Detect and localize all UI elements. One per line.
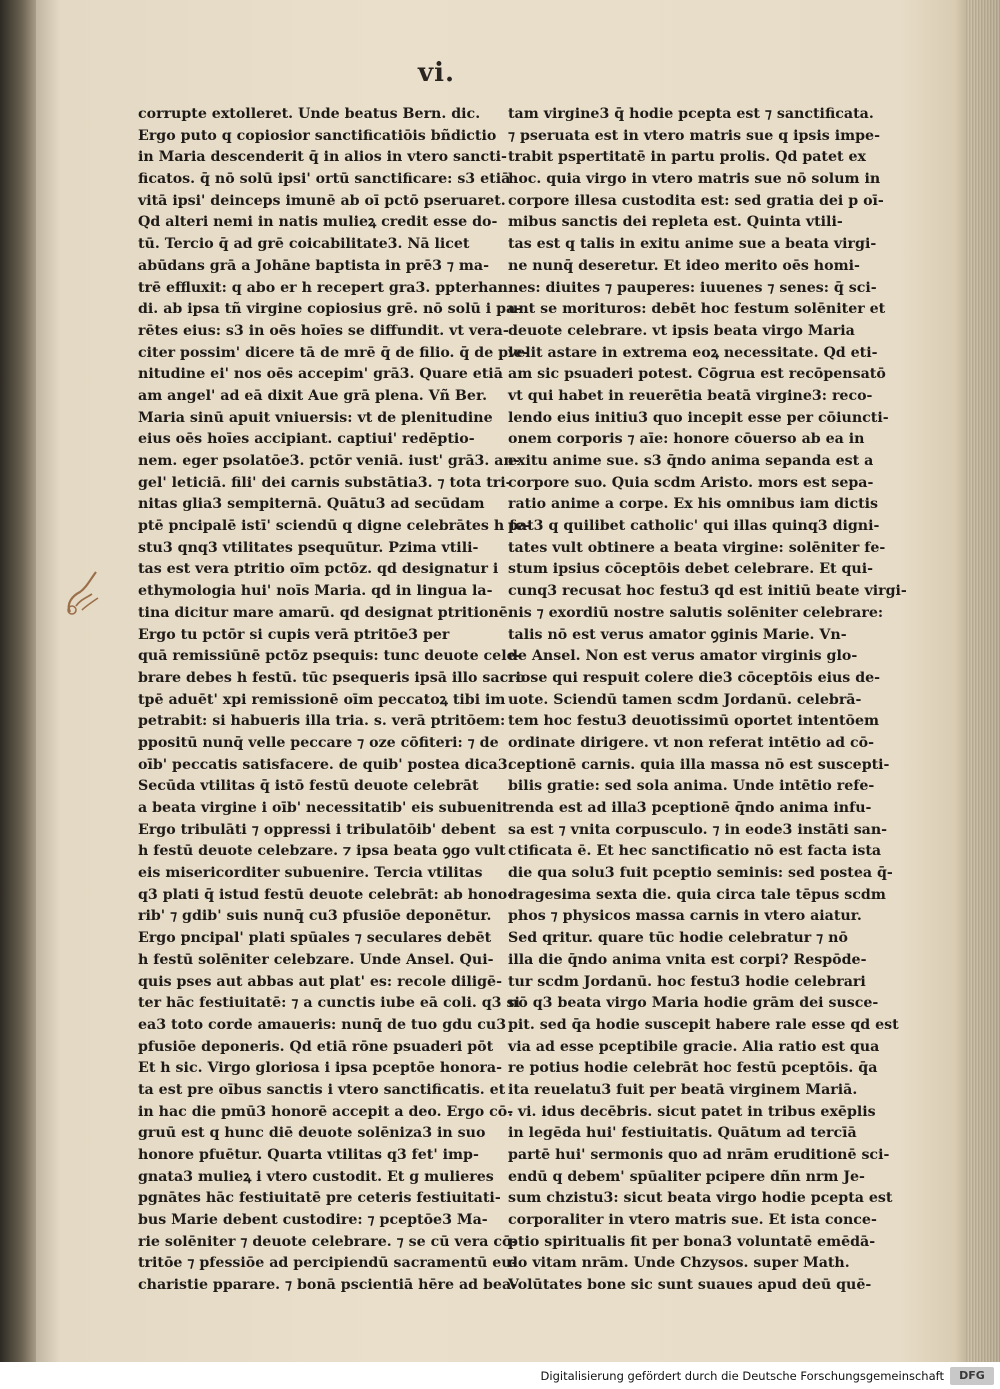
text-line: uote. Sciendū tamen scdm Jordanū. celebrā- xyxy=(508,691,862,708)
text-line: q3 plati q̄ istud festū deuote celebrāt: ab hono- xyxy=(138,886,514,903)
text-line: phos ⁊ physicos massa carnis in vtero aiatur. xyxy=(508,908,862,925)
text-line: illa die q̄ndo anima vnita est corpi? Respōde- xyxy=(508,951,867,968)
text-line: ita reuelatu3 fuit per beatā virginem Mariā. xyxy=(508,1081,858,1098)
text-line: Ergo pncipal' plati spūales ⁊ seculares debēt xyxy=(138,930,492,947)
facing-page-edge xyxy=(0,0,36,1362)
text-line: honore pfuētur. Quarta vtilitas q3 fet' imp- xyxy=(138,1147,479,1163)
text-line: Sed qritur. quare tūc hodie celebratur ⁊ nō xyxy=(508,930,848,947)
text-line: tū. Tercio q̄ ad grē coicabilitate3. Nā licet xyxy=(138,236,470,253)
text-line: Ergo puto q copiosior sanctificatiōis bñdictio xyxy=(138,127,497,144)
text-line: Volūtates bone sic sunt suaues apud deū quē- xyxy=(508,1277,872,1294)
text-line: oīb' peccatis satisfacere. de quib' postea dica3. xyxy=(138,756,513,773)
digitization-footer xyxy=(0,1362,1000,1389)
text-line: tam virgine3 q̄ hodie pcepta est ⁊ sanctificata. xyxy=(508,106,874,122)
text-line: Qd alteri nemi in natis mulieꝝ credit esse do- xyxy=(138,214,498,231)
text-line: ne nunq̄ deseretur. Et ideo merito oēs homi- xyxy=(508,257,860,274)
text-line: exitu anime sue. s3 q̄ndo anima sepanda est a xyxy=(508,453,874,469)
text-line: rib' ⁊ gdib' suis nunq̄ cu3 pfusiōe deponētur. xyxy=(138,908,492,925)
text-line: lendo eius initiu3 quo incepit esse per cōiuncti- xyxy=(508,409,889,426)
text-line: trabit pspertitatē in partu prolis. Qd patet ex xyxy=(508,149,866,166)
text-line: gel' leticiā. fili' dei carnis substātia3. ⁊ tota tri- xyxy=(138,474,512,491)
text-line: tas est q talis in exitu anime sue a beata virgi- xyxy=(508,236,877,253)
text-line: pgnātes hāc festiuitatē pre ceteris festiuitati- xyxy=(138,1190,501,1207)
text-line: Secūda vtilitas q̄ istō festū deuote celebrāt xyxy=(138,778,479,795)
text-line: endū q debem' spūaliter pcipere dñn nrm Je- xyxy=(508,1168,865,1185)
text-line: sa est ⁊ vnita corpusculo. ⁊ in eode3 instāti san- xyxy=(508,821,888,838)
text-line: riose qui respuit colere die3 cōceptōis eius de- xyxy=(508,669,881,686)
page-edge-stack xyxy=(966,0,1000,1362)
text-line: die qua solu3 fuit pceptio seminis: sed postea q̄- xyxy=(508,865,893,882)
text-line: sum chzistu3: sicut beata virgo hodie pcepta est xyxy=(508,1190,893,1207)
right-text-column xyxy=(508,104,907,1297)
text-line: ⁊ pseruata est in vtero matris sue q ipsis impe- xyxy=(508,127,880,144)
text-line: pit. sed q̄a hodie suscepit habere rale esse qd est xyxy=(508,1016,899,1033)
text-line: tina dicitur mare amarū. qd designat ptritionē. xyxy=(138,604,513,621)
text-line: corrupte extolleret. Unde beatus Bern. dic. xyxy=(138,106,481,122)
text-line: tem hoc festu3 deuotissimū oportet intentōem xyxy=(508,713,880,730)
text-line: gnata3 mulieꝝ i vtero custodit. Et g mulieres xyxy=(138,1168,494,1185)
dfg-logo-icon: DFG xyxy=(950,1367,994,1385)
text-line: unt se morituros: debēt hoc festum solēniter et xyxy=(508,301,886,318)
text-line: rētes eius: s3 in oēs hoīes se diffundit. vt vera- xyxy=(138,322,509,339)
text-line: Ergo tu pctōr si cupis verā ptritōe3 per xyxy=(138,626,450,643)
text-line: Ergo tribulāti ⁊ oppressi i tribulatōib' debent xyxy=(138,821,496,838)
text-line: ratio anime a corpe. Ex his omnibus iam dictis xyxy=(508,496,879,513)
text-line: nitudine ei' nos oēs accepim' grā3. Quare etiā xyxy=(138,366,503,383)
text-line: pfusiōe deponeris. Qd etiā rōne psuaderi pōt xyxy=(138,1038,494,1055)
text-line: via ad esse pceptibile gracie. Alia ratio est qua xyxy=(508,1038,880,1055)
text-line: in legēda hui' festiuitatis. Quātum ad tercīā xyxy=(508,1125,857,1142)
text-line: eius oēs hoīes accipiant. captiui' redēptio- xyxy=(138,431,475,448)
text-line: brare debes h festū. tūc psequeris ipsā illo sacro xyxy=(138,669,526,686)
text-line: h festū solēniter celebzare. Unde Ansel. Qui- xyxy=(138,951,494,968)
text-line: stu3 qnq3 vtilitates psequūtur. Pzima vtili- xyxy=(138,539,479,556)
text-line: talis nō est verus amator ꝯginis Marie. Vn- xyxy=(508,626,847,643)
text-line: in Maria descenderit q̄ in alios in vtero sancti- xyxy=(138,149,507,166)
text-line: ficatos. q̄ nō solū ipsi' ortū sanctificare: s3 etiā xyxy=(138,171,511,188)
text-line: Et h sic. Virgo gloriosa i ipsa pceptōe honora- xyxy=(138,1060,502,1077)
text-line: ppositū nunq̄ velle peccare ⁊ oze cōfiteri: ⁊ de xyxy=(138,734,499,751)
text-line: gruū est q hunc diē deuote solēniza3 in suo xyxy=(138,1125,486,1142)
left-text-column xyxy=(138,104,531,1297)
text-line: in hac die pmū3 honorē accepit a deo. Ergo cō- xyxy=(138,1103,514,1120)
text-line: renda est ad illa3 pceptionē q̄ndo anima infu- xyxy=(508,800,872,816)
text-line: nem. eger psolatōe3. pctōr veniā. iust' grā3. an- xyxy=(138,453,520,469)
text-line: tur scdm Jordanū. hoc festu3 hodie celebrari xyxy=(508,973,866,990)
text-line: onem corporis ⁊ aīe: honore cōuerso ab ea in xyxy=(508,431,865,448)
text-line: partē hui' sermonis quo ad nrām eruditionē sci- xyxy=(508,1147,890,1163)
text-line: pat3 q quilibet catholic' qui illas quinq3 digni- xyxy=(508,518,880,535)
text-line: a beata virgine i oīb' necessitatib' eis subuenit xyxy=(138,800,509,816)
footer-credit: Digitalisierung gefördert durch die Deutsche Forschungsgemeinschaft xyxy=(540,1369,944,1383)
text-line: tpē aduēt' xpi remissionē oīm peccatoꝝ tibi im xyxy=(138,691,506,708)
text-line: corpore illesa custodita est: sed gratia dei p oī- xyxy=(508,192,884,209)
text-line: corporaliter in vtero matris sue. Et ista conce- xyxy=(508,1212,877,1229)
text-line: abūdans grā a Johāne baptista in prē3 ⁊ ma- xyxy=(138,257,490,274)
text-line: cunq3 recusat hoc festu3 qd est initiū beate virgi- xyxy=(508,583,907,600)
text-line: ptē pncipalē istī' sciendū q digne celebrātes h fe- xyxy=(138,518,531,535)
text-line: petrabit: si habueris illa tria. s. verā ptritōem: xyxy=(138,713,506,730)
text-line: deuote celebrare. vt ipsis beata virgo Maria xyxy=(508,322,855,339)
text-line: ceptionē carnis. quia illa massa nō est suscepti- xyxy=(508,756,890,773)
text-line: do vitam nrām. Unde Chzysos. super Math. xyxy=(508,1255,850,1272)
text-line: ordinate dirigere. vt non referat intētio ad cō- xyxy=(508,734,875,751)
text-line: ea3 toto corde amaueris: nunq̄ de tuo gdu cu3 xyxy=(138,1016,507,1033)
text-line: vitā ipsi' deinceps imunē ab oī pctō pseruaret. xyxy=(138,192,506,209)
text-line: vt qui habet in reuerētia beatā virgine3: reco- xyxy=(508,387,873,404)
manicule-mark-icon xyxy=(62,566,106,620)
text-line: tas est vera ptritio oīm pctōz. qd designatur i xyxy=(138,561,499,578)
text-line: tritōe ⁊ pfessiōe ad percipiendū sacramentū eu- xyxy=(138,1255,518,1272)
text-line: hoc. quia virgo in vtero matris sue nō solum in xyxy=(508,171,881,188)
text-line: nitas glia3 sempiternā. Quātu3 ad secūdam xyxy=(138,496,485,513)
text-line: bilis gratie: sed sola anima. Unde intētio refe- xyxy=(508,778,875,795)
text-line: mibus sanctis dei repleta est. Quinta vtili- xyxy=(508,214,843,231)
text-line: . vi. idus decēbris. sicut patet in tribus exēplis xyxy=(508,1103,876,1120)
text-line: nis ⁊ exordiū nostre salutis solēniter celebrare: xyxy=(508,604,884,621)
text-line: eis misericorditer subuenire. Tercia vtilitas xyxy=(138,865,483,882)
text-line: ta est pre oībus sanctis i vtero sanctificatis. et xyxy=(138,1081,506,1098)
text-line: ctificata ē. Et hec sanctificatio nō est facta ista xyxy=(508,843,882,860)
text-line: tates vult obtinere a beata virgine: solēniter fe- xyxy=(508,539,886,556)
text-line: h festū deuote celebzare. ⁊ ipsa beata ꝯgo vult xyxy=(138,843,506,860)
running-head: vi. xyxy=(418,58,456,88)
text-line: re potius hodie celebrāt hoc festū pceptōis. q̄a xyxy=(508,1060,878,1077)
text-line: stum ipsius cōceptōis debet celebrare. Et qui- xyxy=(508,561,874,578)
text-line: rie solēniter ⁊ deuote celebrare. ⁊ se cū vera cō- xyxy=(138,1233,518,1250)
text-line: velit astare in extrema eoꝝ necessitate. Qd eti- xyxy=(508,344,878,361)
text-line: ptio spiritualis fit per bona3 voluntatē emēdā- xyxy=(508,1233,876,1250)
text-line: charistie pparare. ⁊ bonā pscientiā hēre ad bea- xyxy=(138,1277,518,1294)
text-line: dragesima sexta die. quia circa tale tēpus scdm xyxy=(508,886,886,903)
text-line: am sic psuaderi potest. Cōgrua est recōpensatō xyxy=(508,366,886,383)
text-line: trē effluxit: q abo er h recepert gra3. ppterhan xyxy=(138,279,508,296)
text-line: citer possim' dicere tā de mrē q̄ de filio. q̄ de ple- xyxy=(138,344,529,361)
text-line: nō q3 beata virgo Maria hodie grām dei susce- xyxy=(508,995,879,1012)
text-line: quā remissiūnē pctōz psequis: tunc deuote cele- xyxy=(138,648,522,665)
text-line: bus Marie debent custodire: ⁊ pceptōe3 Ma- xyxy=(138,1212,488,1229)
text-line: de Ansel. Non est verus amator virginis glo- xyxy=(508,648,858,665)
text-line: quis pses aut abbas aut plat' es: recole diligē- xyxy=(138,973,502,990)
text-line: nes: diuites ⁊ pauperes: iuuenes ⁊ senes: q̄ sci- xyxy=(508,279,877,296)
text-line: Maria sinū apuit vniuersis: vt de plenitudine xyxy=(138,409,493,426)
text-line: ethymologia hui' noīs Maria. qd in lingua la- xyxy=(138,583,493,600)
text-line: corpore suo. Quia scdm Aristo. mors est sepa- xyxy=(508,474,874,491)
text-line: ter hāc festiuitatē: ⁊ a cunctis iube eā coli. q3 si xyxy=(138,995,520,1012)
text-line: am angel' ad eā dixit Aue grā plena. Vñ Ber. xyxy=(138,387,488,404)
text-line: di. ab ipsa tñ virgine copiosius grē. nō solū i pa- xyxy=(138,301,522,318)
